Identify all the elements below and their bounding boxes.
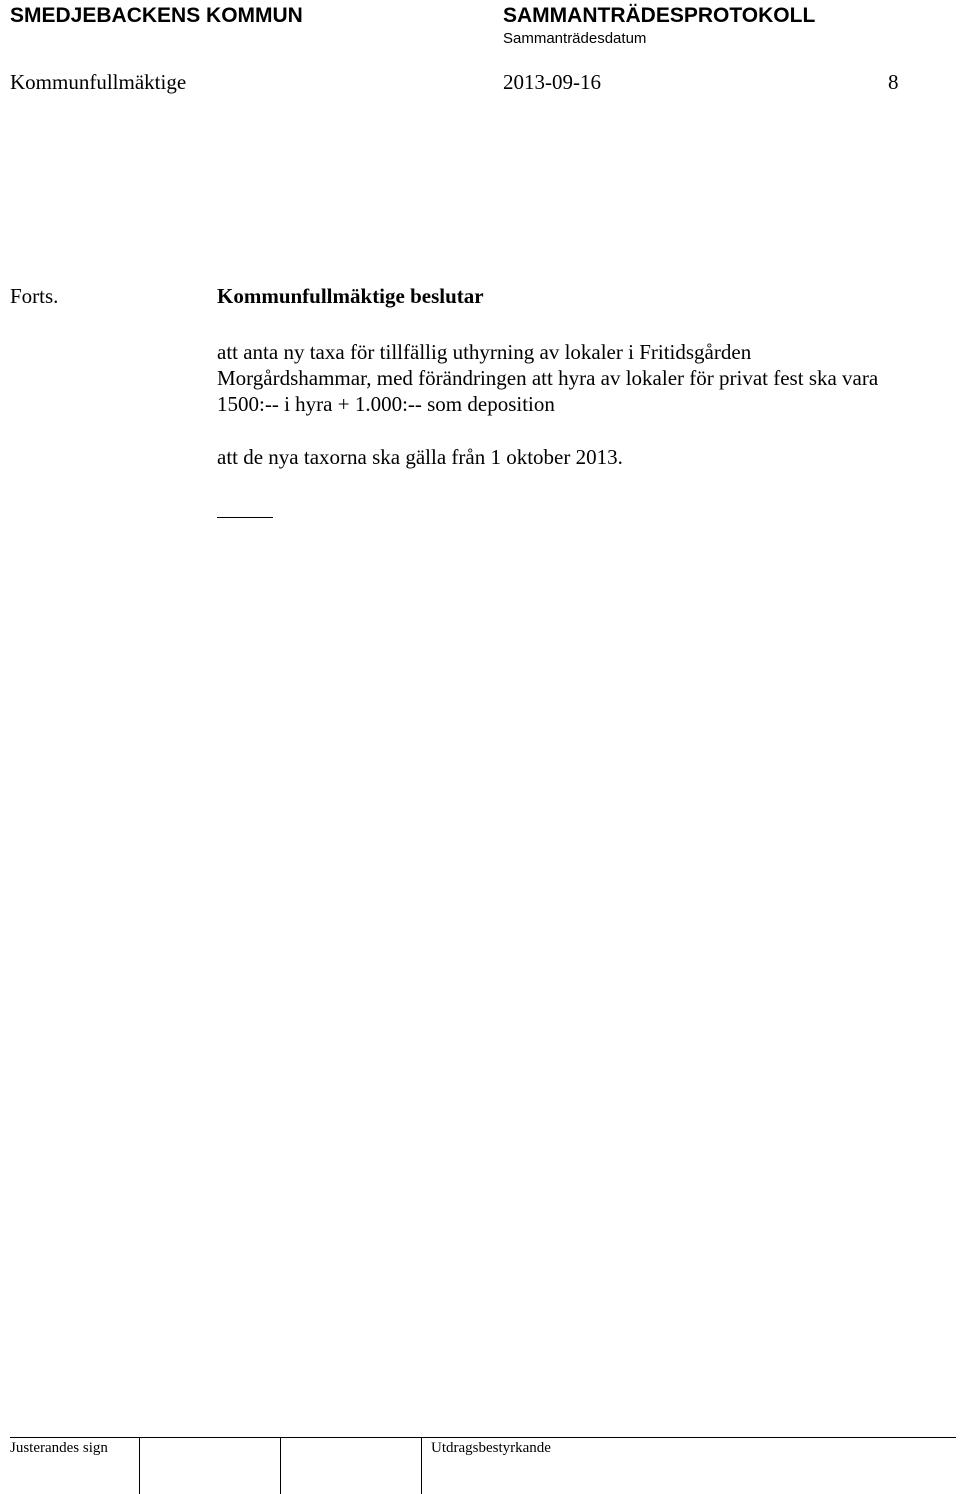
decision-heading: Kommunfullmäktige beslutar bbox=[217, 284, 484, 308]
clause-1-line: 1500:-- i hyra + 1.000:-- som deposition bbox=[217, 392, 555, 416]
clause-1-line: Morgårdshammar, med förändringen att hyra av lokaler för privat fest ska vara bbox=[217, 366, 879, 390]
footer-rule bbox=[10, 1437, 956, 1438]
footer-signature-box-divider bbox=[421, 1438, 422, 1494]
document-type: SAMMANTRÄDESPROTOKOLL bbox=[503, 4, 816, 27]
footer-signature-box-divider bbox=[280, 1438, 281, 1494]
page-number: 8 bbox=[888, 70, 899, 94]
continued-label: Forts. bbox=[10, 284, 59, 308]
decision-clause-2: att de nya taxorna ska gälla från 1 oktober 2013. bbox=[217, 445, 623, 469]
organization-name: SMEDJEBACKENS KOMMUN bbox=[10, 4, 303, 27]
extract-certification-label: Utdragsbestyrkande bbox=[431, 1440, 551, 1456]
meeting-date-label: Sammanträdesdatum bbox=[503, 30, 647, 47]
meeting-date: 2013-09-16 bbox=[503, 70, 601, 94]
section-end-rule bbox=[217, 517, 273, 518]
footer-signature-box-divider bbox=[139, 1438, 140, 1494]
decision-clause-1 bbox=[217, 339, 957, 417]
clause-1-line: att anta ny taxa för tillfällig uthyrning av lokaler i Fritidsgården bbox=[217, 340, 752, 364]
governing-body: Kommunfullmäktige bbox=[10, 70, 187, 94]
signatures-label: Justerandes sign bbox=[10, 1440, 108, 1456]
